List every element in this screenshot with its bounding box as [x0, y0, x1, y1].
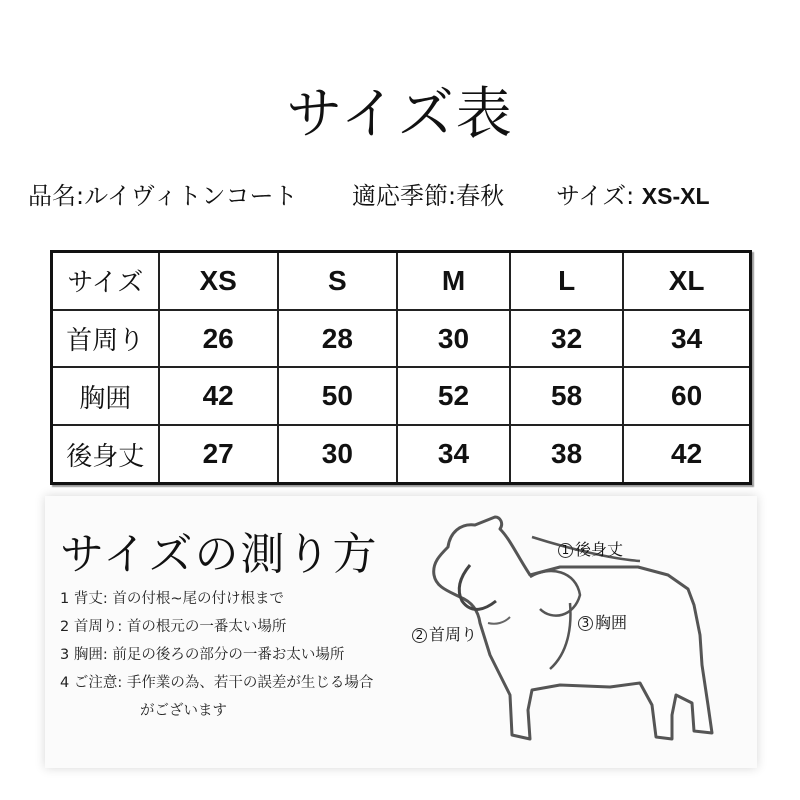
header-cell: XS	[159, 252, 278, 310]
label-text: 首周り	[429, 625, 478, 644]
row-label: 胸囲	[52, 367, 159, 425]
note-item: 4 ご注意: 手作業の為、若干の誤差が生じる場合	[60, 675, 374, 691]
measure-title: サイズの測り方	[60, 529, 379, 580]
table-row	[52, 367, 751, 425]
table-cell: 34	[397, 425, 510, 483]
header-cell: S	[278, 252, 397, 310]
table-row	[52, 425, 751, 483]
chest-label	[578, 610, 627, 633]
table-cell: 26	[159, 310, 278, 368]
table-cell: 28	[278, 310, 397, 368]
header-cell: XL	[623, 252, 750, 310]
size-range-info	[556, 176, 710, 211]
table-cell: 60	[623, 367, 750, 425]
header-cell: L	[510, 252, 623, 310]
season-info: 適応季節:春秋	[352, 182, 505, 210]
table-cell: 32	[510, 310, 623, 368]
note-item: がございます	[140, 703, 227, 719]
label-number: 2	[412, 628, 427, 643]
label-text: 胸囲	[595, 613, 628, 632]
table-cell: 42	[623, 425, 750, 483]
back-length-label	[558, 537, 623, 560]
size-range-value: XS-XL	[641, 183, 710, 209]
header-cell: M	[397, 252, 510, 310]
table-cell: 42	[159, 367, 278, 425]
size-range-label: サイズ:	[556, 182, 642, 210]
neck-label	[412, 622, 477, 645]
label-number: 3	[578, 616, 593, 631]
label-text: 後身丈	[575, 540, 624, 559]
table-cell: 30	[397, 310, 510, 368]
table-header-row	[52, 252, 751, 310]
size-table	[50, 250, 752, 485]
row-label: 首周り	[52, 310, 159, 368]
table-row	[52, 310, 751, 368]
label-number: 1	[558, 543, 573, 558]
table-cell: 30	[278, 425, 397, 483]
table-cell: 27	[159, 425, 278, 483]
table-cell: 50	[278, 367, 397, 425]
table-cell: 38	[510, 425, 623, 483]
row-label: 後身丈	[52, 425, 159, 483]
table-cell: 34	[623, 310, 750, 368]
page-title: サイズ表	[286, 82, 514, 147]
header-cell: サイズ	[52, 252, 159, 310]
note-item: 1 背丈: 首の付根~尾の付け根まで	[60, 591, 284, 607]
note-item: 2 首周り: 首の根元の一番太い場所	[60, 619, 287, 635]
table-cell: 52	[397, 367, 510, 425]
table-cell: 58	[510, 367, 623, 425]
product-name: 品名:ルイヴィトンコート	[28, 182, 298, 210]
note-item: 3 胸囲: 前足の後ろの部分の一番お太い場所	[60, 647, 345, 663]
